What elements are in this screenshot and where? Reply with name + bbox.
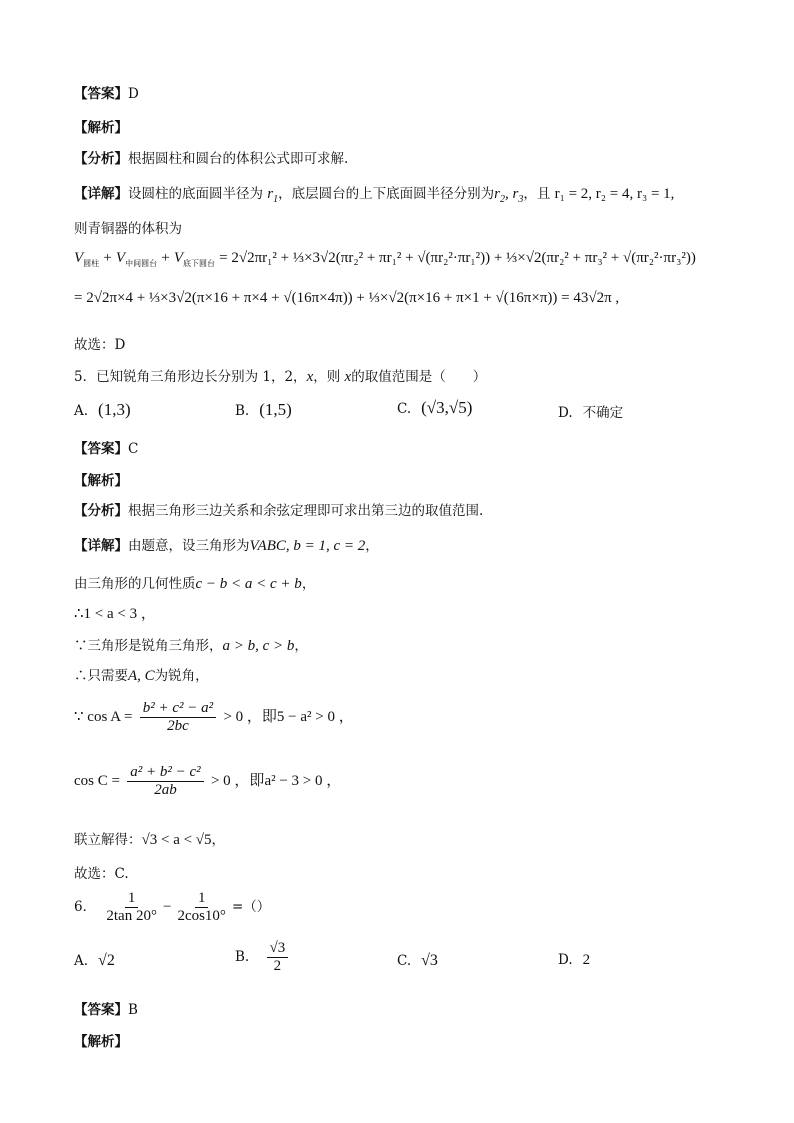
volume-formula-line-1: $V_{圆柱} + V_{中间圆台} + V_{底下圆台} = 2√2\pi r_1^2$ + ⅓×3√2(πr₂² + πr₁² + √(πr₂²·πr₁²)) + ⅓×√2(πr₂² + πr₃² + √(πr₂²·πr₃²)) — [74, 250, 696, 268]
q5-stem-mid: ，则 — [313, 369, 345, 385]
v-bottom: $V_{底下圆台}$ — [173, 250, 216, 268]
q4-fenxi-line — [74, 147, 348, 167]
joint-solution: 联立解得：√3 < a < √5， — [74, 832, 226, 848]
r1-symbol: $r_1$ — [267, 186, 279, 205]
fenxi-text: 根据三角形三边关系和余弦定理即可求出第三边的取值范围. — [128, 503, 484, 519]
fenxi-text: 根据圆柱和圆台的体积公式即可求解. — [128, 151, 349, 167]
step4-math: A, C — [128, 668, 155, 684]
q6-stem: 6． $\frac{1}{2\tan 20^\circ}$ − $\frac{1}{2\cos 10^\circ}$ =（） — [74, 890, 271, 924]
q6-analysis-tag: 【解析】 — [74, 1034, 128, 1050]
cos-c-fraction: $\frac{\text{a² + b² − c²}}{2ab}$ — [127, 764, 203, 799]
answer-tag: 【答案】 — [74, 441, 128, 457]
q6-fraction-1: $\frac{1}{2\tan 20^\circ}$ — [106, 890, 157, 924]
q5-stem-tail: 的取值范围是（ ） — [351, 369, 487, 385]
cos-c-line: cos C = $\frac{\text{a² + b² − c²}}{2ab}$ > 0 ，即a² − 3 > 0 ， — [74, 764, 342, 798]
fenxi-tag: 【分析】 — [74, 503, 128, 519]
cos-a-fraction: $\frac{\text{b² + c² − a²}}{2bc}$ — [140, 700, 216, 735]
answer-value: D — [128, 86, 139, 102]
q5-option-a: A. (1,3) — [74, 400, 131, 419]
q5-stem-text: 5．已知锐角三角形边长分别为 1，2， — [74, 369, 307, 385]
volume-intro: 则青铜器的体积为 — [74, 221, 182, 237]
answer-value: B — [128, 1002, 138, 1018]
q5-analysis-tag: 【解析】 — [74, 473, 128, 489]
q4-answer-line — [74, 82, 139, 102]
formula-expr-1: = 2√2πr₁² + ⅓×3√2(πr₂² + πr₁² + √(πr₂²·πr₁²)) + ⅓×√2(πr₂² + πr₃² + √(πr₂²·πr₃²)) — [219, 250, 696, 266]
q4-detail-line — [74, 182, 674, 205]
q4-conclusion: 故选：D — [74, 337, 126, 353]
q5-stem — [74, 365, 486, 386]
q5-answer-line — [74, 437, 138, 457]
step3-math: a > b, c > b — [222, 638, 295, 654]
q5-detail-line: 【详解】由题意，设三角形为VABC, b = 1, c = 2， — [74, 538, 379, 554]
v-mid: $V_{中间圆台}$ — [115, 250, 158, 268]
detail-text-2: ，底层圆台的上下底面圆半径分别为 — [278, 186, 495, 202]
answer-value: C — [128, 441, 139, 457]
q6-option-a: A. √2 — [74, 952, 115, 969]
answer-tag: 【答案】 — [74, 1002, 128, 1018]
q5-step-2: ∴1 < a < 3 ， — [74, 606, 156, 622]
q5-step-3: ∵三角形是锐角三角形，a > b, c > b， — [74, 638, 308, 654]
v-cylinder: $V_{圆柱}$ — [74, 250, 100, 268]
detail-text: 由题意，设三角形为 — [128, 538, 250, 554]
q6-fraction-2: $\frac{1}{2\cos 10^\circ}$ — [177, 890, 226, 924]
answer-tag: 【答案】 — [74, 86, 128, 102]
q5-stem-x-2: x — [344, 369, 352, 385]
formula-expr-2: = 2√2π×4 + ⅓×3√2(π×16 + π×4 + √(16π×4π)) + ⅓×√2(π×16 + π×1 + √(16π×π)) = 43√2π , — [74, 290, 620, 306]
q6-option-c: C. √3 — [397, 952, 438, 969]
q6-option-d: D. 2 — [558, 952, 591, 968]
detail-tag: 【详解】 — [74, 538, 128, 554]
q5-step-1: 由三角形的几何性质c − b < a < c + b， — [74, 576, 316, 592]
q5-conclusion: 故选：C. — [74, 866, 129, 882]
q5-option-b: B. (1,5) — [235, 400, 292, 419]
cos-a-line: ∵ cos A = $\frac{\text{b² + c² − a²}}{2bc}$ > 0 ，即5 − a² > 0 ， — [74, 700, 354, 734]
q6-answer-line — [74, 998, 138, 1018]
radius-values: r₁ = 2, r₂ = 4, r₃ = 1, — [554, 186, 675, 202]
q6-option-b: B. $\frac{√3}{2}$ — [235, 940, 291, 975]
detail-math: VABC, b = 1, c = 2 — [249, 538, 366, 554]
detail-text: 设圆柱的底面圆半径为 — [128, 186, 263, 202]
detail-tag: 【详解】 — [74, 186, 128, 202]
q5-fenxi-line — [74, 499, 483, 519]
q4-analysis-tag: 【解析】 — [74, 120, 128, 136]
q5-option-d: D. 不确定 — [558, 405, 624, 421]
step1-math: c − b < a < c + b — [195, 576, 302, 592]
r2r3-symbols: $r_2$, $r_3$ — [494, 186, 524, 205]
fenxi-tag: 【分析】 — [74, 151, 128, 167]
detail-text-3: ，且 — [523, 186, 551, 202]
q5-option-c: C. (√3,√5) — [397, 398, 473, 417]
q5-step-4: ∴只需要A, C为锐角， — [74, 668, 209, 684]
q5-stem-x: x — [306, 369, 314, 385]
volume-formula-line-2 — [74, 290, 619, 307]
